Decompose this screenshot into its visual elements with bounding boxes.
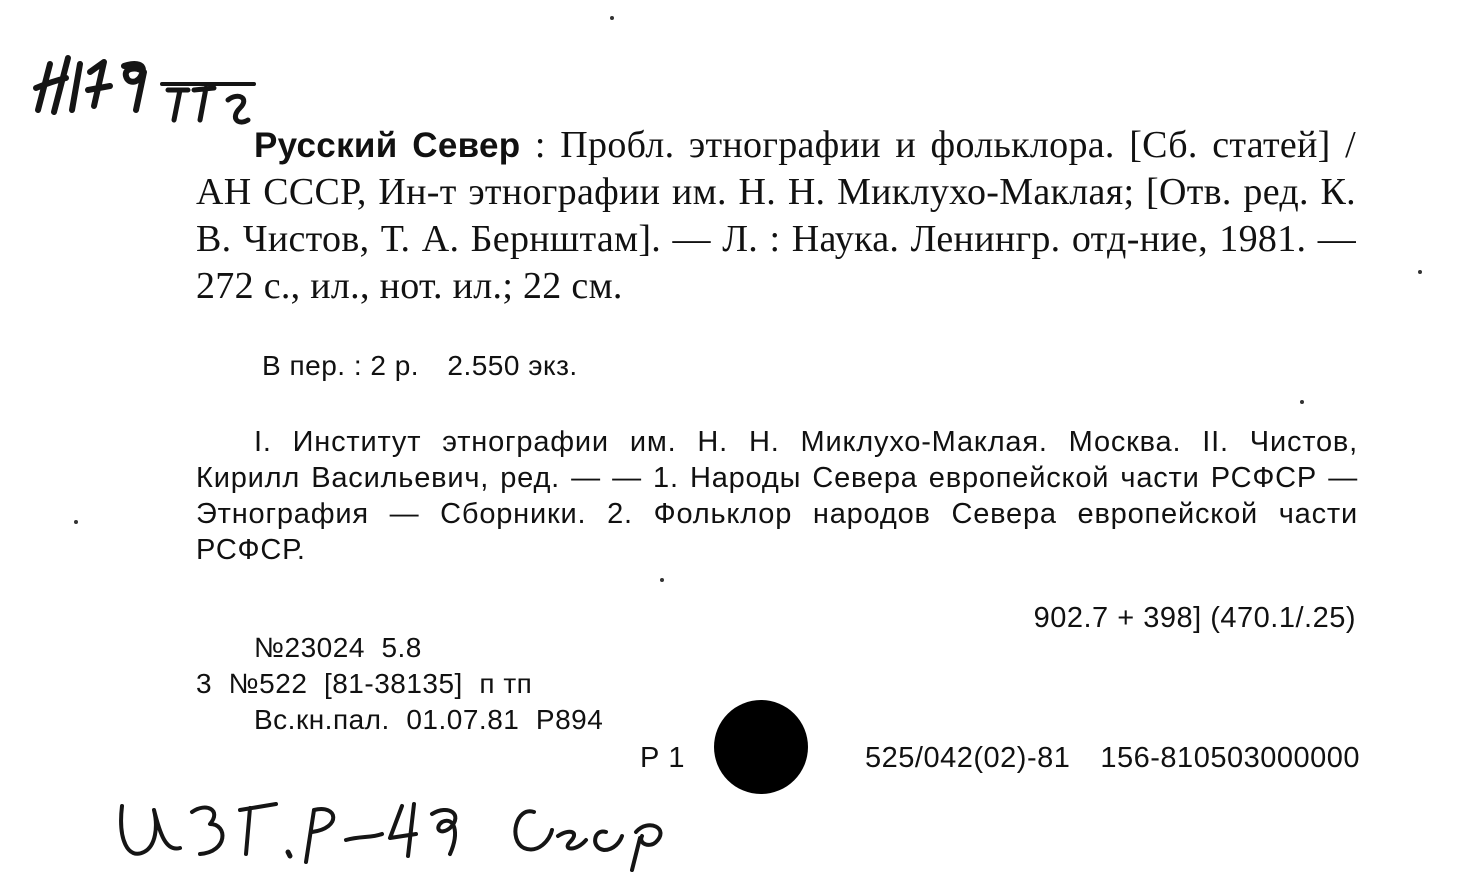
scan-speck [610, 16, 614, 20]
code-number: 156-810503000000 [1100, 742, 1360, 774]
registry-info: Вс.кн.пал. 01.07.81 Р894 [254, 704, 604, 735]
entry-heading: Русский Север [254, 126, 521, 165]
scan-speck [1418, 270, 1422, 274]
handwritten-note [110, 770, 730, 880]
scan-speck [1300, 400, 1304, 404]
code-suffix: 525/042(02)-81 [865, 742, 1071, 774]
technical-info [196, 630, 603, 738]
scan-speck [660, 578, 664, 582]
price-line [262, 348, 598, 384]
order-number: №23024 5.8 [254, 632, 422, 663]
scan-speck [74, 520, 78, 524]
copies-count: 2.550 экз. [447, 350, 578, 381]
classification-code: 902.7 + 398] (470.1/.25) [1033, 602, 1356, 634]
binding-price: В пер. : 2 р. [262, 350, 420, 381]
entry-body: : Пробл. этнографии и фольклора. [Сб. статей] / АН СССР, Ин-т этнографии им. Н. Н. Миклухо-Маклая; [Отв. ред. К. В. Чистов, Т. А. Бернштам]. — Л. : Наука. Ленингр. отд-ние, 1981. — 272 с., ил., нот. ил.; 22 см. [196, 124, 1356, 307]
print-info: 3 №522 [81-38135] п тп [196, 668, 533, 699]
bibliographic-entry [196, 122, 1356, 310]
subject-notes [196, 424, 1358, 568]
notes-text: I. Институт этнографии им. Н. Н. Миклухо-Маклая. Москва. II. Чистов, Кирилл Васильевич, ред. — — 1. Народы Севера европейской части РСФСР — Этнография — Сборники. 2. Фольклор народов Севера европейской части РСФСР. [196, 426, 1358, 566]
code-prefix: Р 1 [640, 742, 686, 774]
